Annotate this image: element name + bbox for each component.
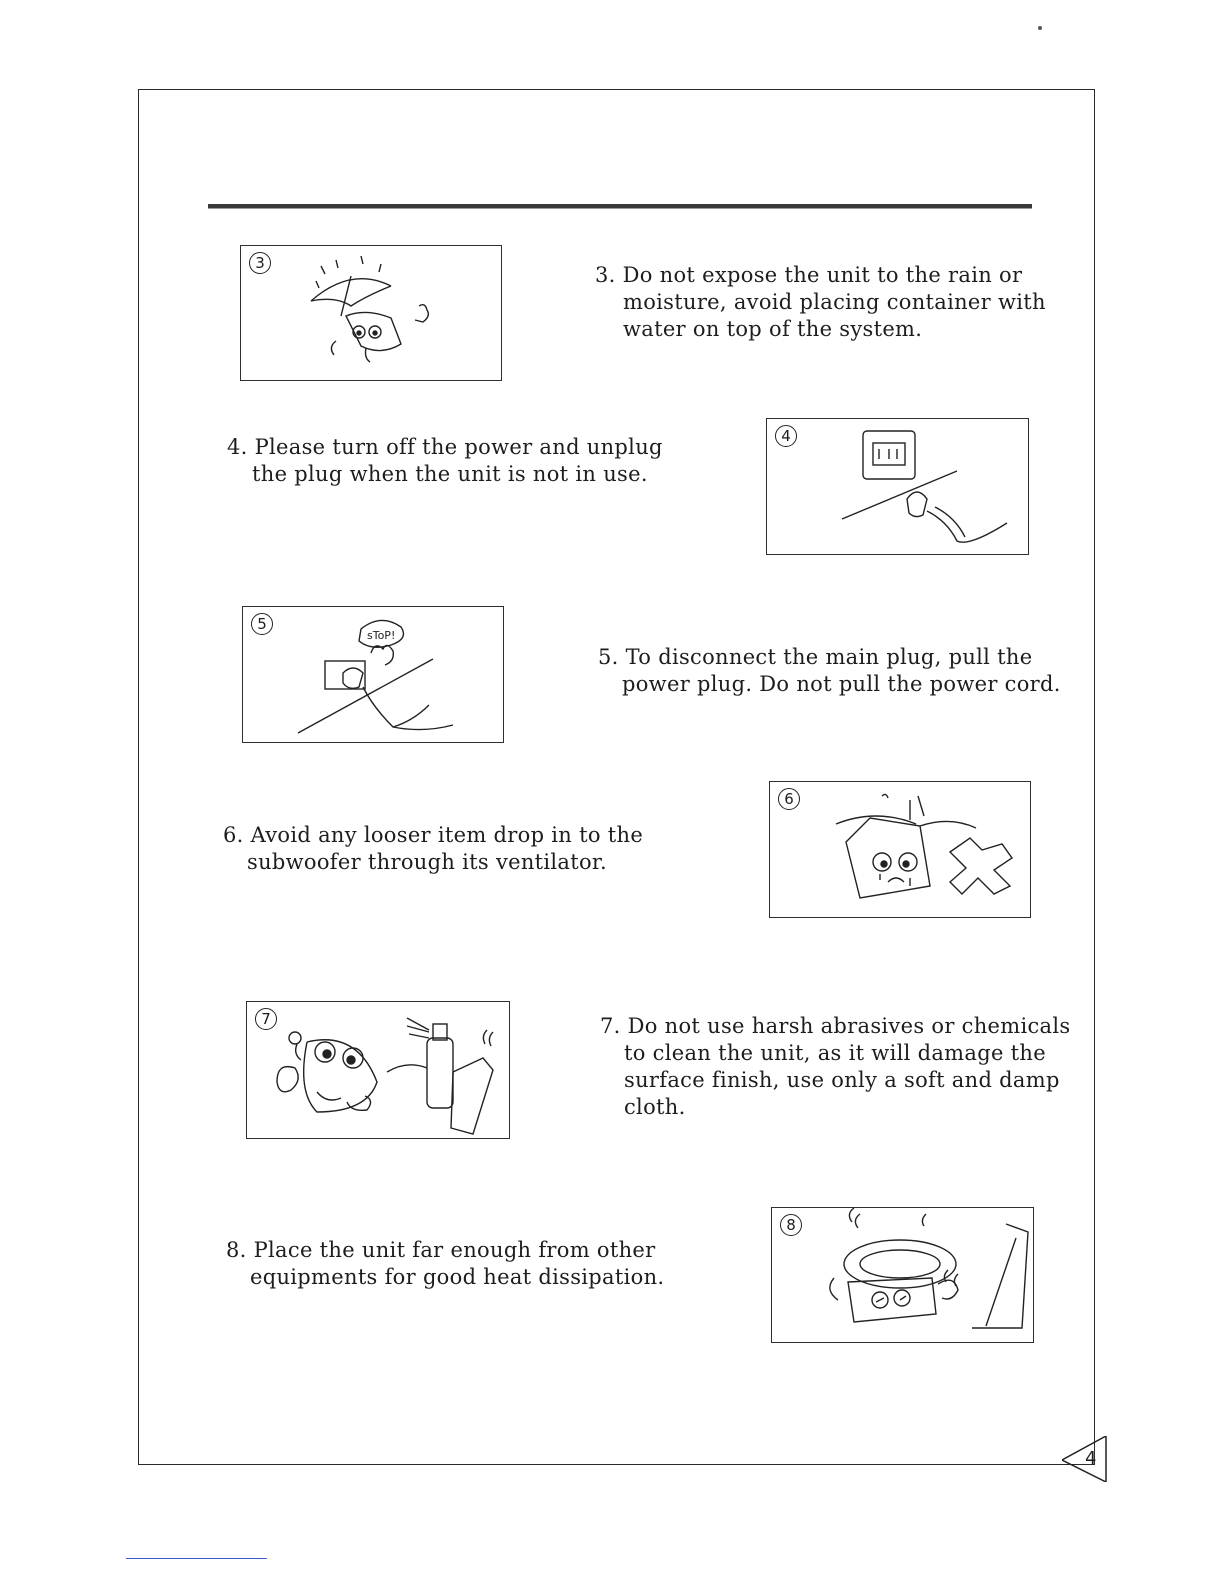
- illustration-5: [242, 606, 504, 743]
- instruction-7: [600, 1013, 1070, 1121]
- heat-dissipation-icon: [772, 1208, 1033, 1342]
- instruction-7-line-1: 7. Do not use harsh abrasives or chemicals: [600, 1014, 1071, 1038]
- pull-plug-icon: [243, 607, 503, 742]
- badge-4: 4: [775, 425, 797, 447]
- illustration-3: [240, 245, 502, 381]
- instruction-5-line-1: 5. To disconnect the main plug, pull the: [598, 645, 1033, 669]
- instruction-6-line-1: 6. Avoid any looser item drop in to the: [223, 823, 644, 847]
- instruction-7-line-3: surface finish, use only a soft and damp: [624, 1068, 1060, 1092]
- badge-3: 3: [249, 252, 271, 274]
- illustration-7: [246, 1001, 510, 1139]
- badge-5: 5: [251, 613, 273, 635]
- instruction-8-line-1: 8. Place the unit far enough from other: [226, 1238, 656, 1262]
- rain-umbrella-icon: [241, 246, 501, 380]
- instruction-6: [223, 822, 643, 876]
- page-number: 4: [1085, 1448, 1097, 1469]
- instruction-8: [226, 1237, 664, 1291]
- footer-link-line: [126, 1558, 267, 1559]
- badge-7: 7: [255, 1008, 277, 1030]
- illustration-8: [771, 1207, 1034, 1343]
- instruction-4-line-1: 4. Please turn off the power and unplug: [227, 435, 663, 459]
- instruction-7-line-2: to clean the unit, as it will damage the: [624, 1041, 1046, 1065]
- instruction-8-line-2: equipments for good heat dissipation.: [250, 1265, 665, 1289]
- instruction-4: [227, 434, 663, 488]
- instruction-4-line-2: the plug when the unit is not in use.: [252, 462, 648, 486]
- illustration-4: [766, 418, 1029, 555]
- scan-dot: [1038, 26, 1042, 30]
- badge-6: 6: [778, 788, 800, 810]
- instruction-3-line-3: water on top of the system.: [623, 317, 923, 341]
- chemical-spray-icon: [247, 1002, 509, 1138]
- badge-8: 8: [780, 1214, 802, 1236]
- stop-bubble-text: sToP!: [367, 629, 396, 642]
- instruction-7-line-4: cloth.: [624, 1095, 686, 1119]
- instruction-5-line-2: power plug. Do not pull the power cord.: [622, 672, 1061, 696]
- instruction-6-line-2: subwoofer through its ventilator.: [247, 850, 607, 874]
- instruction-3: [595, 262, 1046, 343]
- instruction-3-line-1: 3. Do not expose the unit to the rain or: [595, 263, 1023, 287]
- instruction-3-line-2: moisture, avoid placing container with: [623, 290, 1046, 314]
- header-rule: [208, 204, 1032, 209]
- instruction-5: [598, 644, 1061, 698]
- ventilator-drop-icon: [770, 782, 1030, 917]
- unplug-power-icon: [767, 419, 1028, 554]
- illustration-6: [769, 781, 1031, 918]
